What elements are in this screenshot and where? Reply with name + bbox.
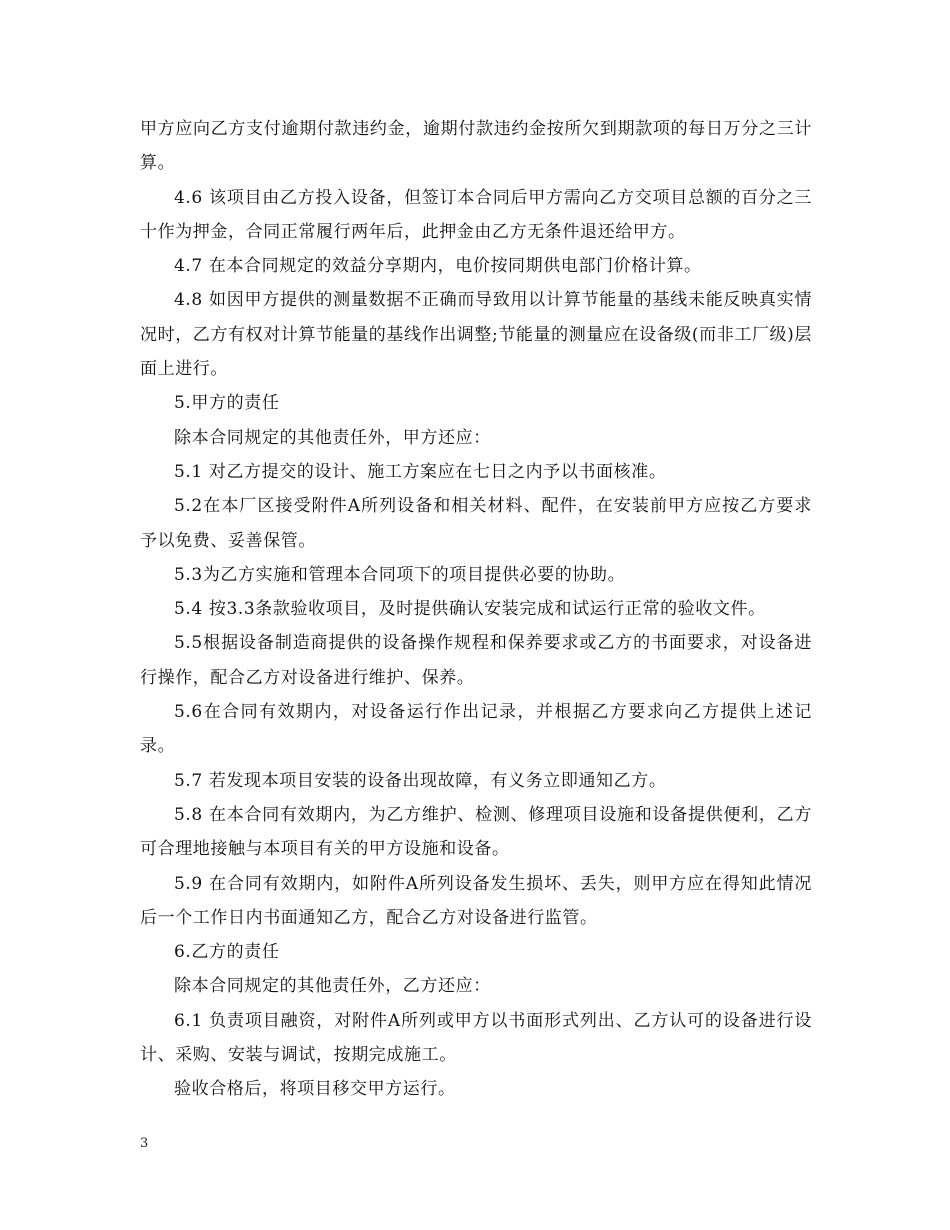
paragraph: 5.7 若发现本项目安装的设备出现故障，有义务立即通知乙方。 [174, 770, 667, 791]
paragraph: 5.2在本厂区接受附件A所列设备和相关材料、配件，在安装前甲方应按乙方要求予以免费、妥善保管。 [140, 496, 812, 551]
paragraph: 5.8 在本合同有效期内，为乙方维护、检测、修理项目设施和设备提供便利，乙方可合理地接触与本项目有关的甲方设施和设备。 [140, 804, 812, 860]
paragraph: 除本合同规定的其他责任外，甲方还应： [174, 427, 491, 448]
paragraph: 5.1 对乙方提交的设计、施工方案应在七日之内予以书面核准。 [174, 461, 667, 482]
paragraph: 5.6在合同有效期内，对设备运行作出记录，并根据乙方要求向乙方提供上述记录。 [140, 702, 812, 757]
paragraph: 5.3为乙方实施和管理本合同项下的项目提供必要的协助。 [174, 564, 626, 585]
paragraph: 4.8 如因甲方提供的测量数据不正确而导致用以计算节能量的基线未能反映真实情况时，乙方有权对计算节能量的基线作出调整;节能量的测量应在设备级(而非工厂级)层面上进行。 [140, 290, 812, 380]
paragraph: 5.5根据设备制造商提供的设备操作规程和保养要求或乙方的书面要求，对设备进行操作，配合乙方对设备进行维护、保养。 [140, 633, 812, 688]
section-heading: 5.甲方的责任 [174, 393, 280, 414]
paragraph: 6.1 负责项目融资，对附件A所列或甲方以书面形式列出、乙方认可的设备进行设计、采购、安装与调试，按期完成施工。 [140, 1010, 812, 1066]
paragraph: 验收合格后，将项目移交甲方运行。 [174, 1079, 456, 1100]
paragraph: 4.6 该项目由乙方投入设备，但签订本合同后甲方需向乙方交项目总额的百分之三十作为押金，合同正常履行两年后，此押金由乙方无条件退还给甲方。 [140, 187, 812, 242]
page-number: 3 [140, 1136, 149, 1151]
paragraph: 5.9 在合同有效期内，如附件A所列设备发生损坏、丢失，则甲方应在得知此情况后一个工作日内书面通知乙方，配合乙方对设备进行监管。 [140, 873, 812, 928]
paragraph: 5.4 按3.3条款验收项目，及时提供确认安装完成和试运行正常的验收文件。 [174, 599, 766, 620]
section-heading: 6.乙方的责任 [174, 942, 280, 963]
paragraph: 甲方应向乙方支付逾期付款违约金，逾期付款违约金按所欠到期款项的每日万分之三计算。 [140, 119, 812, 174]
document-body [140, 112, 812, 1107]
paragraph: 4.7 在本合同规定的效益分享期内，电价按同期供电部门价格计算。 [174, 256, 702, 277]
paragraph: 除本合同规定的其他责任外，乙方还应： [174, 976, 491, 997]
